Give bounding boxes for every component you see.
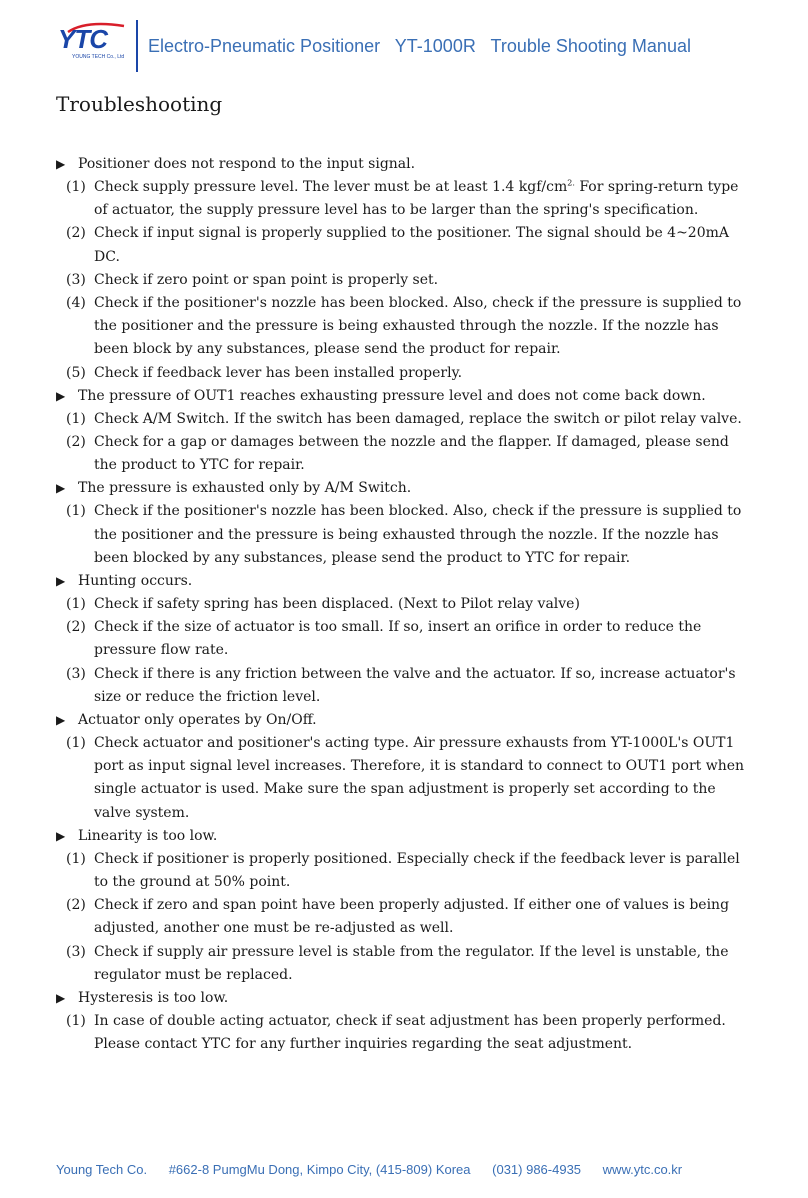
item-text-main: Check if input signal is properly supplied to the positioner. The signal should be 4~20mA DC.	[94, 225, 730, 265]
item-text-main: Check if the size of actuator is too small. If so, insert an orifice in order to reduce the pressure flow rate.	[94, 619, 702, 659]
item-number: (1)	[66, 596, 86, 613]
section-heading-text: Positioner does not respond to the input signal.	[78, 156, 416, 172]
logo-subtext: YOUNG TECH Co., Ltd	[72, 54, 125, 60]
item-text-main: Check for a gap or damages between the nozzle and the flapper. If damaged, please send the product to YTC for repair.	[94, 434, 729, 474]
list-item	[56, 269, 756, 292]
bullet-triangle-icon: ▶	[56, 713, 66, 728]
section-heading	[56, 385, 756, 408]
logo-text: YTC	[58, 24, 107, 54]
troubleshooting-list	[56, 153, 756, 1057]
item-text	[94, 732, 756, 825]
item-number: (1)	[66, 1013, 86, 1030]
footer-address: #662-8 PumgMu Dong, Kimpo City, (415-809) Korea	[168, 1162, 471, 1177]
item-text-main: Check actuator and positioner's acting type. Air pressure exhausts from YT-1000L's OUT1 port as input signal level increases. Therefore, it is standard to connect to OUT1 port when single actuator is used. Make sure the span adjustment is properly set according to the valve system.	[94, 735, 745, 821]
item-text-main: In case of double acting actuator, check if seat adjustment has been properly performed. Please contact YTC for any further inquiries regarding the seat adjustment.	[94, 1013, 726, 1053]
item-text	[94, 941, 756, 987]
list-item	[56, 848, 756, 894]
item-text	[94, 894, 756, 940]
section-heading-text: Linearity is too low.	[78, 827, 218, 844]
item-text-main: Check if positioner is properly positioned. Especially check if the feedback lever is parallel to the ground at 50% point.	[94, 850, 740, 891]
item-text	[94, 222, 756, 268]
list-item	[56, 222, 756, 268]
section-heading	[56, 570, 756, 593]
item-text	[94, 1010, 756, 1056]
bullet-triangle-icon: ▶	[56, 991, 66, 1006]
list-item	[56, 663, 756, 709]
list-item	[56, 616, 756, 662]
footer-phone: (031) 986-4935	[492, 1162, 582, 1177]
item-number: (3)	[66, 271, 86, 288]
item-superscript: 2.	[567, 178, 575, 188]
bullet-triangle-icon: ▶	[56, 481, 66, 496]
item-number: (2)	[66, 619, 86, 636]
section-heading-text: The pressure of OUT1 reaches exhausting pressure level and does not come back down.	[78, 387, 706, 404]
item-number: (1)	[66, 179, 86, 195]
item-text-main: Check if zero and span point have been properly adjusted. If either one of values is being adjusted, another one must be re-adjusted as well.	[94, 897, 730, 937]
bullet-triangle-icon: ▶	[56, 388, 66, 403]
bullet-triangle-icon: ▶	[56, 157, 66, 171]
ytc-logo	[58, 24, 128, 68]
item-number: (2)	[66, 434, 86, 451]
item-text-main: Check if the positioner's nozzle has been blocked. Also, check if the pressure is supplied to the positioner and the pressure is being exhausted through the nozzle. If the nozzle has been block by any substances, please send the product for repair.	[94, 295, 742, 358]
item-number: (1)	[66, 410, 86, 427]
list-item	[56, 431, 756, 477]
item-text	[94, 848, 756, 894]
page-title: Troubleshooting	[56, 92, 223, 116]
item-text-main: Check if feedback lever has been installed properly.	[94, 364, 463, 381]
item-text-main: Check A/M Switch. If the switch has been damaged, replace the switch or pilot relay valve.	[94, 410, 742, 427]
list-item	[56, 941, 756, 987]
list-item	[56, 500, 756, 570]
item-text-main: Check if zero point or span point is properly set.	[94, 271, 439, 288]
section-heading	[56, 825, 756, 848]
section-heading-text: Hunting occurs.	[78, 573, 193, 590]
section-heading-text: Actuator only operates by On/Off.	[78, 712, 317, 729]
item-number: (2)	[66, 897, 86, 914]
list-item	[56, 732, 756, 825]
item-text	[94, 292, 756, 362]
list-item	[56, 176, 756, 222]
list-item	[56, 408, 756, 431]
item-text	[94, 269, 756, 292]
footer-website[interactable]: www.ytc.co.kr	[602, 1162, 683, 1177]
item-text-main: Check if the positioner's nozzle has been blocked. Also, check if the pressure is supplied to the positioner and the pressure is being exhausted through the nozzle. If the nozzle has been blocked by any substances, please send the product to YTC for repair.	[94, 503, 742, 566]
item-number: (2)	[66, 225, 86, 242]
list-item	[56, 894, 756, 940]
item-number: (1)	[66, 503, 86, 520]
section-heading-text: Hysteresis is too low.	[78, 990, 229, 1007]
item-number: (3)	[66, 943, 86, 960]
item-text	[94, 408, 756, 431]
item-text	[94, 362, 756, 385]
item-text-continued: For spring-return type of actuator, the supply pressure level has to be larger than the spring's specification.	[94, 179, 739, 219]
list-item	[56, 292, 756, 362]
section-heading	[56, 153, 756, 176]
section-heading	[56, 709, 756, 732]
item-number: (5)	[66, 364, 86, 381]
item-text	[94, 431, 756, 477]
page-header	[0, 0, 808, 80]
item-text	[94, 176, 756, 222]
header-divider	[136, 20, 138, 72]
item-text-main: Check if supply air pressure level is stable from the regulator. If the level is unstable, the regulator must be replaced.	[94, 943, 729, 983]
page-footer	[56, 1162, 700, 1177]
item-text-main: Check if safety spring has been displaced. (Next to Pilot relay valve)	[94, 596, 580, 613]
bullet-triangle-icon: ▶	[56, 828, 66, 843]
list-item	[56, 593, 756, 616]
item-number: (1)	[66, 735, 86, 752]
item-text-main: Check if there is any friction between the valve and the actuator. If so, increase actuator's size or reduce the friction level.	[94, 665, 736, 705]
bullet-triangle-icon: ▶	[56, 574, 66, 589]
item-text	[94, 500, 756, 570]
item-text	[94, 593, 756, 616]
item-number: (1)	[66, 850, 86, 867]
item-text-main: Check supply pressure level. The lever must be at least 1.4 kgf/cm	[94, 179, 568, 195]
item-text	[94, 616, 756, 662]
document-title: Electro-Pneumatic Positioner YT-1000R Trouble Shooting Manual	[148, 36, 691, 56]
item-number: (3)	[66, 665, 86, 682]
section-heading	[56, 987, 756, 1010]
item-text	[94, 663, 756, 709]
section-heading-text: The pressure is exhausted only by A/M Switch.	[78, 480, 412, 497]
list-item	[56, 1010, 756, 1056]
footer-company: Young Tech Co.	[56, 1162, 148, 1177]
list-item	[56, 362, 756, 385]
section-heading	[56, 477, 756, 500]
item-number: (4)	[66, 295, 86, 312]
